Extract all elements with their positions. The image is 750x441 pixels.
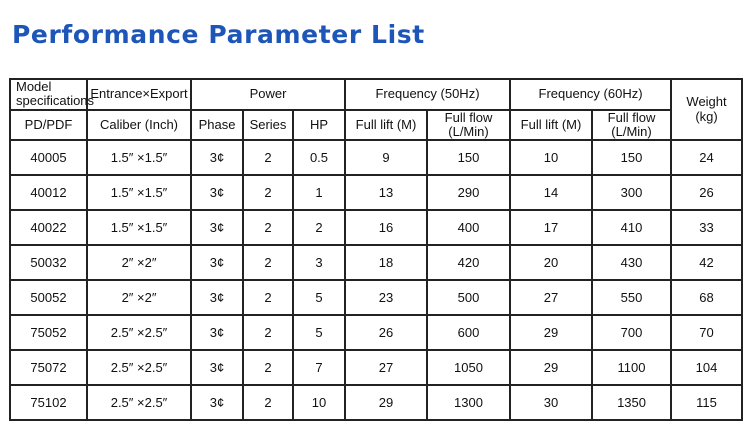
cell-model: 50032 <box>10 245 87 280</box>
cell-full-lift-50: 26 <box>345 315 427 350</box>
cell-series: 2 <box>243 350 293 385</box>
cell-model: 75052 <box>10 315 87 350</box>
cell-phase: 3¢ <box>191 210 243 245</box>
table-body <box>10 79 742 420</box>
cell-weight: 104 <box>671 350 742 385</box>
cell-full-flow-60: 300 <box>592 175 671 210</box>
cell-full-lift-60: 14 <box>510 175 592 210</box>
header-row-sub <box>10 110 742 141</box>
cell-full-lift-60: 17 <box>510 210 592 245</box>
cell-caliber: 2.5″ ×2.5″ <box>87 385 191 420</box>
cell-series: 2 <box>243 315 293 350</box>
cell-phase: 3¢ <box>191 350 243 385</box>
header-weight: Weight (kg) <box>671 79 742 140</box>
cell-hp: 10 <box>293 385 345 420</box>
table-row <box>10 315 742 350</box>
cell-series: 2 <box>243 175 293 210</box>
cell-phase: 3¢ <box>191 245 243 280</box>
cell-full-flow-60: 1350 <box>592 385 671 420</box>
table-row <box>10 175 742 210</box>
cell-full-flow-50: 290 <box>427 175 510 210</box>
cell-full-lift-50: 9 <box>345 140 427 175</box>
cell-phase: 3¢ <box>191 280 243 315</box>
cell-caliber: 1.5″ ×1.5″ <box>87 140 191 175</box>
cell-weight: 26 <box>671 175 742 210</box>
cell-model: 50052 <box>10 280 87 315</box>
cell-full-flow-60: 1100 <box>592 350 671 385</box>
header-full-lift-50: Full lift (M) <box>345 110 427 141</box>
table-row <box>10 280 742 315</box>
cell-series: 2 <box>243 245 293 280</box>
cell-full-lift-50: 16 <box>345 210 427 245</box>
header-full-flow-50: Full flow (L/Min) <box>427 110 510 141</box>
cell-full-lift-60: 20 <box>510 245 592 280</box>
cell-hp: 5 <box>293 315 345 350</box>
cell-weight: 42 <box>671 245 742 280</box>
cell-full-flow-60: 700 <box>592 315 671 350</box>
cell-phase: 3¢ <box>191 385 243 420</box>
cell-full-lift-60: 29 <box>510 315 592 350</box>
header-full-flow-60: Full flow (L/Min) <box>592 110 671 141</box>
cell-caliber: 1.5″ ×1.5″ <box>87 175 191 210</box>
cell-caliber: 1.5″ ×1.5″ <box>87 210 191 245</box>
cell-model: 40005 <box>10 140 87 175</box>
cell-full-flow-60: 430 <box>592 245 671 280</box>
cell-weight: 33 <box>671 210 742 245</box>
cell-full-flow-50: 150 <box>427 140 510 175</box>
cell-series: 2 <box>243 140 293 175</box>
cell-hp: 7 <box>293 350 345 385</box>
cell-full-lift-50: 29 <box>345 385 427 420</box>
cell-series: 2 <box>243 210 293 245</box>
cell-full-lift-60: 27 <box>510 280 592 315</box>
cell-caliber: 2″ ×2″ <box>87 245 191 280</box>
table-row <box>10 210 742 245</box>
cell-model: 40012 <box>10 175 87 210</box>
cell-full-flow-50: 420 <box>427 245 510 280</box>
cell-full-flow-50: 500 <box>427 280 510 315</box>
cell-hp: 3 <box>293 245 345 280</box>
table-row <box>10 385 742 420</box>
table-row <box>10 350 742 385</box>
cell-full-flow-50: 1300 <box>427 385 510 420</box>
cell-series: 2 <box>243 280 293 315</box>
cell-caliber: 2.5″ ×2.5″ <box>87 315 191 350</box>
cell-hp: 2 <box>293 210 345 245</box>
page-title: Performance Parameter List <box>12 20 425 49</box>
parameter-table <box>9 78 743 421</box>
cell-series: 2 <box>243 385 293 420</box>
cell-phase: 3¢ <box>191 140 243 175</box>
cell-caliber: 2″ ×2″ <box>87 280 191 315</box>
header-entrance-export: Entrance×Export <box>87 79 191 110</box>
cell-weight: 68 <box>671 280 742 315</box>
cell-hp: 0.5 <box>293 140 345 175</box>
cell-model: 75072 <box>10 350 87 385</box>
cell-full-flow-50: 600 <box>427 315 510 350</box>
header-hp: HP <box>293 110 345 141</box>
cell-weight: 70 <box>671 315 742 350</box>
cell-full-lift-50: 13 <box>345 175 427 210</box>
header-phase: Phase <box>191 110 243 141</box>
cell-full-lift-50: 27 <box>345 350 427 385</box>
cell-caliber: 2.5″ ×2.5″ <box>87 350 191 385</box>
header-frequency-50hz: Frequency (50Hz) <box>345 79 510 110</box>
header-series: Series <box>243 110 293 141</box>
header-full-lift-60: Full lift (M) <box>510 110 592 141</box>
cell-weight: 24 <box>671 140 742 175</box>
header-row-top <box>10 79 742 110</box>
cell-full-lift-60: 30 <box>510 385 592 420</box>
cell-hp: 5 <box>293 280 345 315</box>
cell-full-flow-60: 550 <box>592 280 671 315</box>
cell-full-lift-60: 10 <box>510 140 592 175</box>
cell-full-flow-60: 150 <box>592 140 671 175</box>
cell-full-lift-50: 18 <box>345 245 427 280</box>
cell-hp: 1 <box>293 175 345 210</box>
header-model-specifications: Model specifications <box>10 79 87 110</box>
header-caliber: Caliber (Inch) <box>87 110 191 141</box>
cell-weight: 115 <box>671 385 742 420</box>
cell-full-flow-60: 410 <box>592 210 671 245</box>
header-pd-pdf: PD/PDF <box>10 110 87 141</box>
table-row <box>10 245 742 280</box>
header-power: Power <box>191 79 345 110</box>
cell-full-lift-50: 23 <box>345 280 427 315</box>
cell-phase: 3¢ <box>191 315 243 350</box>
cell-full-flow-50: 1050 <box>427 350 510 385</box>
cell-model: 40022 <box>10 210 87 245</box>
cell-phase: 3¢ <box>191 175 243 210</box>
cell-full-flow-50: 400 <box>427 210 510 245</box>
cell-full-lift-60: 29 <box>510 350 592 385</box>
cell-model: 75102 <box>10 385 87 420</box>
table-row <box>10 140 742 175</box>
header-frequency-60hz: Frequency (60Hz) <box>510 79 671 110</box>
